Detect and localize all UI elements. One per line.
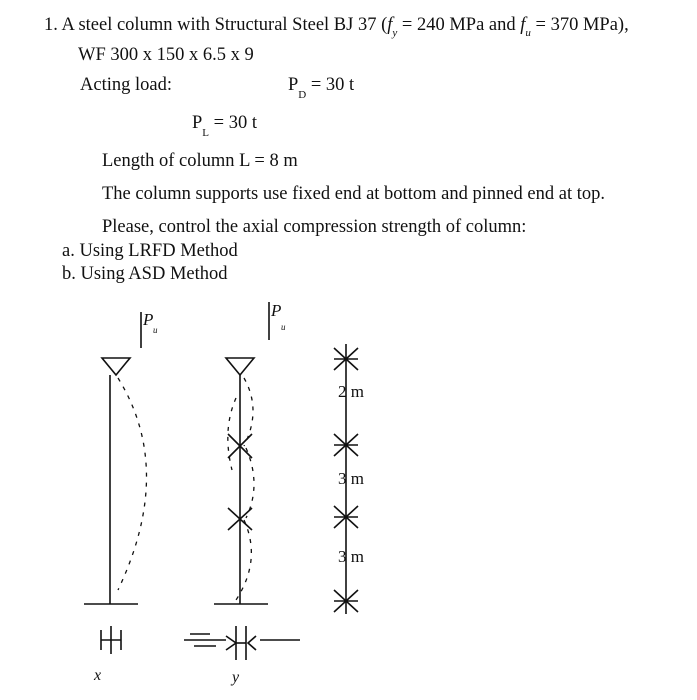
section-designation: WF 300 x 150 x 6.5 x 9: [78, 45, 254, 65]
buckled-shape-middle-center: [246, 448, 254, 518]
acting-load-label: Acting load:: [80, 75, 172, 95]
dead-load-symbol: P: [288, 75, 299, 95]
live-load-subscript: L: [202, 127, 210, 139]
option-asd: b. Using ASD Method: [62, 264, 228, 284]
axis-label-x: x: [94, 667, 102, 684]
pin-support-left: [102, 358, 130, 375]
wf-section-weak-icon: [184, 626, 300, 660]
segment-label-top: 2 m: [338, 382, 364, 401]
column-x-axis: [84, 310, 158, 684]
live-load-symbol: P: [192, 113, 203, 133]
problem-intro-text: 1. A steel column with Structural Steel BJ 37 (: [44, 15, 388, 35]
segment-label-middle: 3 m: [338, 469, 364, 488]
load-subscript-middle: u: [281, 322, 286, 332]
control-instruction: Please, control the axial compression strength of column:: [102, 217, 527, 237]
wf-section-strong-icon: [101, 626, 121, 654]
support-conditions: The column supports use fixed end at bottom and pinned end at top.: [102, 184, 605, 204]
fu-subscript: u: [525, 27, 531, 39]
buckled-shape-middle-top: [244, 378, 253, 446]
axis-label-y: y: [232, 669, 240, 686]
pin-support-middle: [226, 358, 254, 375]
load-symbol-middle: P: [271, 301, 282, 320]
fy-symbol: f: [387, 15, 393, 35]
dead-load-subscript: D: [298, 89, 307, 101]
fu-symbol: f: [520, 15, 526, 35]
dead-load-value: = 30 t: [306, 75, 355, 95]
column-length: Length of column L = 8 m: [102, 151, 298, 171]
buckled-shape-left: [118, 378, 147, 590]
segment-label-bottom: 3 m: [338, 547, 364, 566]
live-load-value: = 30 t: [209, 113, 257, 133]
fy-subscript: y: [392, 27, 398, 39]
load-symbol-left: P: [143, 310, 154, 329]
column-y-axis: [184, 301, 300, 686]
fy-value: = 240 MPa and: [397, 15, 521, 35]
fu-value: = 370 MPa),: [530, 15, 629, 35]
buckled-shape-middle-bottom: [236, 520, 251, 600]
load-subscript-left: u: [153, 325, 158, 335]
option-lrfd: a. Using LRFD Method: [62, 241, 238, 261]
dimension-line: [334, 344, 364, 614]
